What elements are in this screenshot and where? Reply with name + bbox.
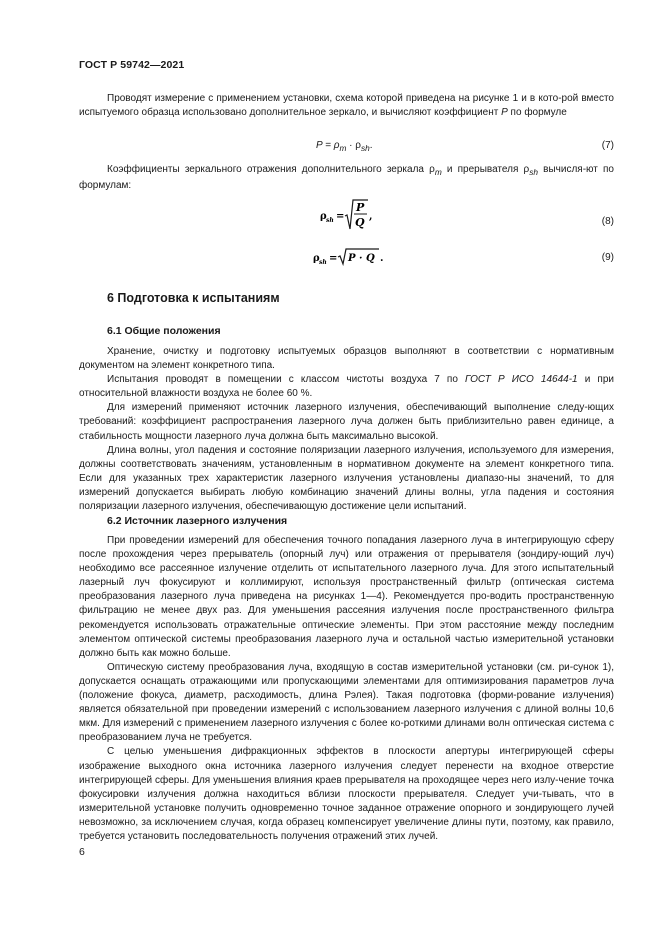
section-6-2-title: 6.2 Источник лазерного излучения [107,515,288,527]
s62-paragraph-2: Оптическую систему преобразования луча, входящую в состав измерительной установки (см. ри-сунок 1), допускается оснащать отражающими или пропускающими элементами для оптимизирования параметров луча (положение фокуса, диаметр, расходимость, длина Рэлея). Такая подготовка (форми-рование излучения) является обязательной при проведении измерений с использованием лазерного излучения с длиной волны 10,6 мкм. Для измерений с применением лазерного излучения с более ко-роткими длинами волн оптическая система с преобразованием луча не требуется. [79,661,614,744]
formula-9-rho: ρ [313,253,320,264]
formula-9-graphic [313,246,413,268]
gost-reference: ГОСТ Р ИСО 14644-1 [465,374,578,386]
formula-9-eq: = [329,253,338,264]
formula-8-numerator: P [356,201,365,214]
formula-7 [79,140,614,160]
section-6-title: 6 Подготовка к испытаниям [107,291,280,305]
formula-9-sub: sh [319,259,327,266]
intro-paragraph-2: Коэффициенты зеркального отражения дополнительного зеркала $\rho_m$ и прерывателя $\rho_{sh}$ вычисля-ют по формулам: [79,164,614,192]
section-6-1-body [79,345,614,514]
formula-9 [79,246,614,268]
formula-8-number: (8) [601,216,614,227]
formula-9-expression [313,246,413,268]
formula-8-graphic [320,198,400,234]
intro-text-a: Проводят измерение с применением установки, схема которой приведена на рисунке 1 и в кото-рой вместо испытуемого образца использовано дополнительное зеркало, и вычисляют коэффициент [79,93,614,119]
section-6-2-body [79,534,614,844]
formula-8-eq: = [336,211,345,222]
s62-paragraph-3: С целью уменьшения дифракционных эффектов в плоскости апертуры интегрирующей сферы изображение выходного окна источника лазерного излучения следует перенести на входное отверстие интегрирующей сферы. Для уменьшения влияния краев прерывателя на проходящее через него излу-чение точка фокусировки излучения должна находиться вблизи плоскости прерывателя. Следует учи-тывать, что в измерительной установке получить одновременно точное заданное отражение опорного и зондирующего лучей невозможно, за исключением случая, когда образец компенсирует увеличение длины пути, поэтому, как правило, требуется установить последовательность получения отражений этих лучей. [79,746,614,842]
formula-8-denominator: Q [355,216,365,229]
intro-var-p: P [501,107,508,119]
formula-7-number: (7) [601,140,614,151]
s62-paragraph-1: При проведении измерений для обеспечения точного попадания лазерного луча в интегрирующую сферу после прохождения через прерыватель (опорный луч) или отражения от прерывателя (зондиру-ющий луч) необходимо все рассеянное излучение отделить от испытательного лазерного луча. Для этого испытательный лазерный луч фокусируют и коллимируют, используя пространственный фильтр (оптическая система преобразования лазерного луча приведена на рисунках 1—4). Рекомендуется про-водить пространственную фильтрацию не менее двух раз. Для уменьшения рассеяния излучения после пространственного фильтра рекомендуется использовать отражательные оптические элементы. При этом расстояние между последним элементом оптической системы преобразования лазерного луча и остальной частью измерительной установки должно быть как можно больше. [79,535,614,659]
formula-8-end: , [369,211,373,222]
section-6-1-title: 6.1 Общие положения [107,325,221,337]
s61-paragraph-3: Для измерений применяют источник лазерного излучения, обеспечивающий выполнение следу-ющих требований: коэффициент распространения лазерного луча должен быть приблизительно равен единице, а стабильность мощности лазерного луча должна быть максимально высокой. [79,402,614,442]
formula-8-rho: ρ [320,211,327,222]
formula-8-sub: sh [326,217,334,224]
formula-8 [79,198,614,234]
intro-text-b: по формуле [507,107,567,119]
formula-9-argument: P · Q [348,253,375,264]
standard-header: ГОСТ Р 59742—2021 [79,59,185,71]
s61-paragraph-2: Испытания проводят в помещении с классом чистоты воздуха 7 по ГОСТ Р ИСО 14644-1 и при относительной влажности воздуха не более 60 %. [79,374,614,400]
s61-paragraph-4: Длина волны, угол падения и состояние поляризации лазерного излучения, используемого для измерения, должны соответствовать значениям, установленным в нормативном документе на элемент конкретного типа. Если для указанных трех характеристик лазерного излучения установлены диапазо-ны значений, то для измерений допускается выбирать любую комбинацию значений длины волны, угла падения и состояния поляризации лазерного излучения, обеспечивающую достижение цели испытаний. [79,444,614,513]
intro-paragraph-1 [79,92,614,120]
formula-8-expression [320,198,400,234]
page-number: 6 [79,846,85,858]
formula-7-expression: $P = \rho_m \cdot \rho_{sh}$. [316,140,373,153]
formula-9-end: . [380,253,384,264]
s61-paragraph-1: Хранение, очистку и подготовку испытуемых образцов выполняют в соответствии с нормативным документом на элемент конкретного типа. [79,346,614,372]
formula-9-number: (9) [601,252,614,263]
